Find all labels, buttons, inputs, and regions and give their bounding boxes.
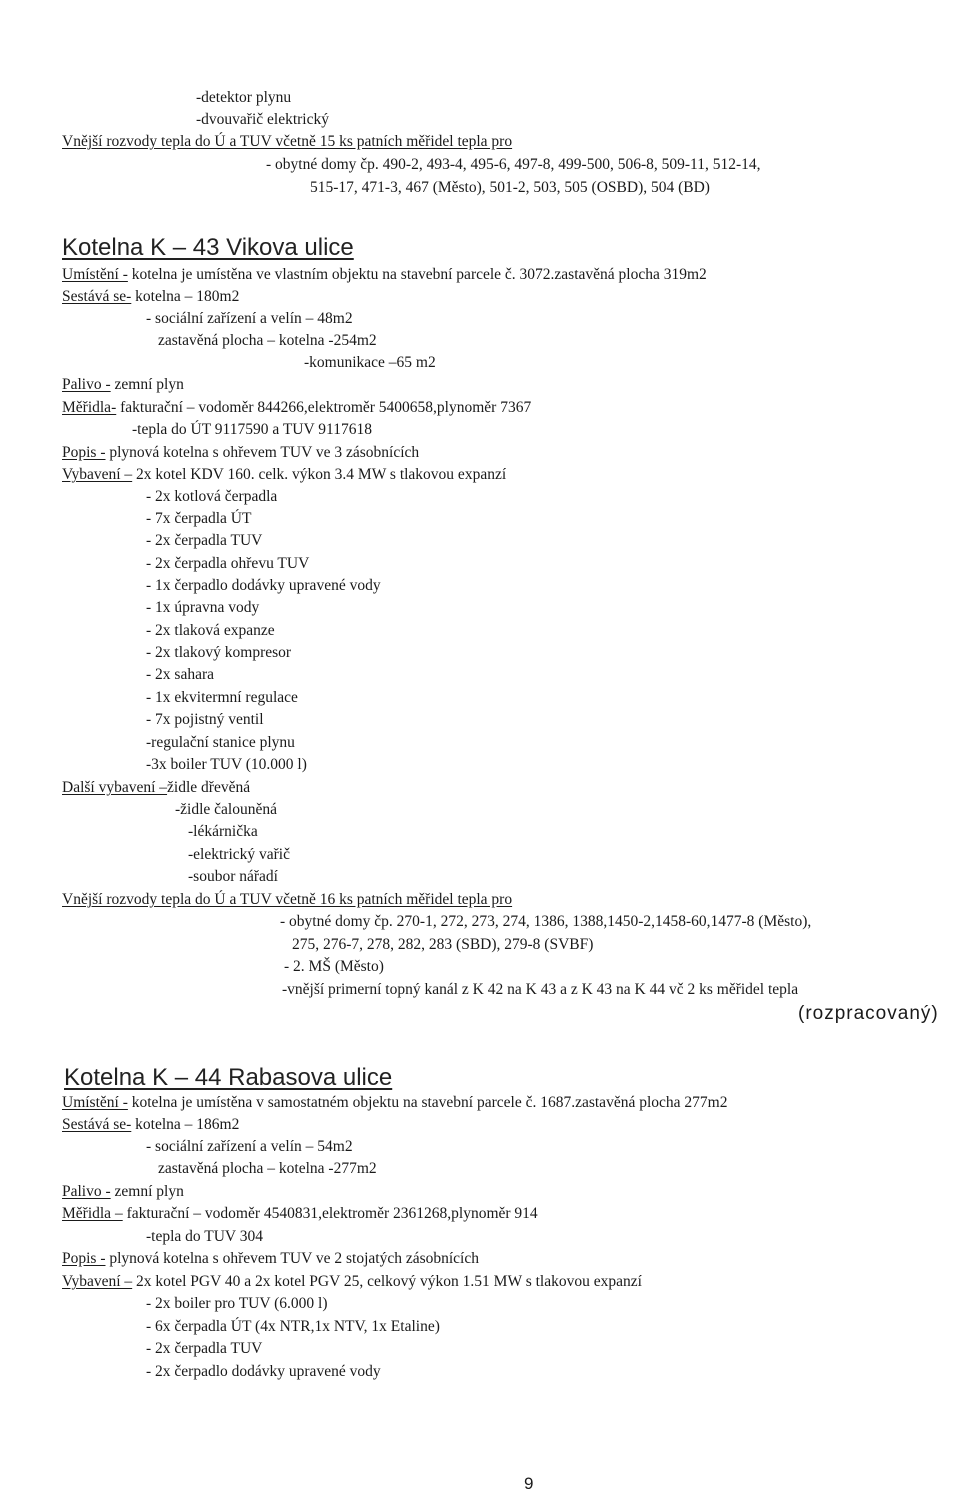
- k43-dalsi-label: Další vybavení –: [62, 779, 168, 796]
- k44-palivo-label: Palivo -: [62, 1183, 111, 1200]
- k43-ms: - 2. MŠ (Město): [284, 958, 384, 975]
- k43-palivo-label: Palivo -: [62, 376, 111, 393]
- k44-umisteni-label: Umístění -: [62, 1094, 128, 1111]
- k43-dalsi-text: židle dřevěná: [167, 779, 251, 796]
- k44-sestava-3: zastavěná plocha – kotelna -277m2: [158, 1160, 377, 1177]
- k44-sestava-label: Sestává se-: [62, 1116, 132, 1133]
- k44-umisteni: [62, 1093, 727, 1113]
- domy-line-1b: 515-17, 471-3, 467 (Město), 501-2, 503, 505 (OSBD), 504 (BD): [310, 179, 710, 196]
- k43-vybaveni: [62, 465, 506, 485]
- k43-vybaveni-item: -3x boiler TUV (10.000 l): [146, 756, 307, 773]
- k43-vybaveni-item: - 2x kotlová čerpadla: [146, 488, 278, 505]
- k43-domy-2: 275, 276-7, 278, 282, 283 (SBD), 279-8 (SVBF): [292, 936, 594, 953]
- k43-umisteni: [62, 265, 707, 285]
- k43-vybaveni-item: - 1x čerpadlo dodávky upravené vody: [146, 577, 381, 594]
- k44-popis-text: plynová kotelna s ohřevem TUV ve 2 stojatých zásobnících: [109, 1250, 479, 1267]
- k43-vybaveni-item: - 2x tlaková expanze: [146, 622, 275, 639]
- k43-dalsi: [62, 778, 250, 798]
- k44-palivo: [62, 1182, 184, 1202]
- k44-meridla-label: Měřidla –: [62, 1205, 123, 1222]
- k43-meridla: [62, 398, 531, 418]
- k43-meridla-label: Měřidla-: [62, 399, 117, 416]
- k43-kanal: -vnější primerní topný kanál z K 42 na K 43 a z K 43 na K 44 vč 2 ks měřidel tepla: [282, 981, 799, 998]
- k43-vybaveni-label: Vybavení –: [62, 466, 133, 483]
- domy-line-1a: - obytné domy čp. 490-2, 493-4, 495-6, 497-8, 499-500, 506-8, 509-11, 512-14,: [266, 156, 761, 173]
- k44-meridla-2: -tepla do TUV 304: [146, 1228, 263, 1245]
- k43-vybaveni-item: - 1x úpravna vody: [146, 599, 260, 616]
- k44-vybaveni-item: - 6x čerpadla ÚT (4x NTR,1x NTV, 1x Etaline): [146, 1318, 440, 1335]
- k43-rozpracovany: (rozpracovaný): [798, 1003, 939, 1024]
- k43-sestava-2: - sociální zařízení a velín – 48m2: [146, 310, 353, 327]
- k44-vybaveni-item: - 2x čerpadla TUV: [146, 1340, 263, 1357]
- k43-dalsi-item: -soubor nářadí: [188, 868, 278, 885]
- k43-vybaveni-item: - 7x pojistný ventil: [146, 711, 264, 728]
- k44-meridla: [62, 1204, 538, 1224]
- k43-dalsi-item: -lékárnička: [188, 823, 258, 840]
- k44-vybaveni-item: - 2x čerpadlo dodávky upravené vody: [146, 1363, 381, 1380]
- k44-vybaveni: [62, 1272, 642, 1292]
- k43-sestava-3: zastavěná plocha – kotelna -254m2: [158, 332, 377, 349]
- k43-palivo-text: zemní plyn: [114, 376, 184, 393]
- k43-popis-label: Popis -: [62, 444, 106, 461]
- k44-popis: [62, 1249, 479, 1269]
- k43-umisteni-text: kotelna je umístěna ve vlastním objektu na stavební parcele č. 3072.zastavěná plocha 319m2: [131, 266, 707, 283]
- k43-vybaveni-item: - 1x ekvitermní regulace: [146, 689, 298, 706]
- k44-vybaveni-text: 2x kotel PGV 40 a 2x kotel PGV 25, celkový výkon 1.51 MW s tlakovou expanzí: [136, 1273, 642, 1290]
- k43-vybaveni-item: - 2x tlakový kompresor: [146, 644, 292, 661]
- k44-vybaveni-item: - 2x boiler pro TUV (6.000 l): [146, 1295, 328, 1312]
- k43-sestava: [62, 287, 239, 307]
- k44-sestava-text: kotelna – 186m2: [135, 1116, 240, 1133]
- k44-popis-label: Popis -: [62, 1250, 106, 1267]
- k44-palivo-text: zemní plyn: [114, 1183, 184, 1200]
- k43-sestava-4: -komunikace –65 m2: [304, 354, 436, 371]
- k43-domy-1: - obytné domy čp. 270-1, 272, 273, 274, 1386, 1388,1450-2,1458-60,1477-8 (Město),: [280, 913, 812, 930]
- k43-meridla-2: -tepla do ÚT 9117590 a TUV 9117618: [132, 421, 372, 438]
- rozvody-heading-2: Vnější rozvody tepla do Ú a TUV včetně 16 ks patních měřidel tepla pro: [62, 891, 513, 908]
- k44-title: Kotelna K – 44 Rabasova ulice: [64, 1064, 393, 1091]
- k44-sestava-2: - sociální zařízení a velín – 54m2: [146, 1138, 353, 1155]
- k44-umisteni-text: kotelna je umístěna v samostatném objektu na stavební parcele č. 1687.zastavěná plocha 277m2: [131, 1094, 728, 1111]
- rozvody-heading-1: Vnější rozvody tepla do Ú a TUV včetně 15 ks patních měřidel tepla pro: [62, 133, 513, 150]
- k43-umisteni-label: Umístění -: [62, 266, 128, 283]
- k43-palivo: [62, 375, 184, 395]
- k43-sestava-text: kotelna – 180m2: [135, 288, 240, 305]
- k44-vybaveni-label: Vybavení –: [62, 1273, 133, 1290]
- k43-popis-text: plynová kotelna s ohřevem TUV ve 3 zásobnících: [109, 444, 420, 461]
- k43-vybaveni-text: 2x kotel KDV 160. celk. výkon 3.4 MW s tlakovou expanzí: [136, 466, 507, 483]
- k43-dalsi-item: -elektrický vařič: [188, 846, 290, 863]
- k43-vybaveni-item: - 2x čerpadla ohřevu TUV: [146, 555, 310, 572]
- page-number: 9: [524, 1474, 534, 1493]
- k43-sestava-label: Sestává se-: [62, 288, 132, 305]
- k43-title: Kotelna K – 43 Vikova ulice: [62, 234, 354, 261]
- k43-vybaveni-item: - 2x čerpadla TUV: [146, 532, 263, 549]
- detektor-line: -detektor plynu: [196, 89, 292, 106]
- k43-vybaveni-item: -regulační stanice plynu: [146, 734, 295, 751]
- k44-meridla-text: fakturační – vodoměr 4540831,elektroměr 2361268,plynoměr 914: [126, 1205, 538, 1222]
- k43-vybaveni-item: - 7x čerpadla ÚT: [146, 510, 252, 527]
- k43-popis: [62, 443, 419, 463]
- dvouvaric-line: -dvouvařič elektrický: [196, 111, 329, 128]
- k44-sestava: [62, 1115, 239, 1135]
- k43-dalsi-item: -židle čalouněná: [175, 801, 277, 818]
- k43-vybaveni-item: - 2x sahara: [146, 666, 214, 683]
- k43-meridla-text: fakturační – vodoměr 844266,elektroměr 5400658,plynoměr 7367: [120, 399, 532, 416]
